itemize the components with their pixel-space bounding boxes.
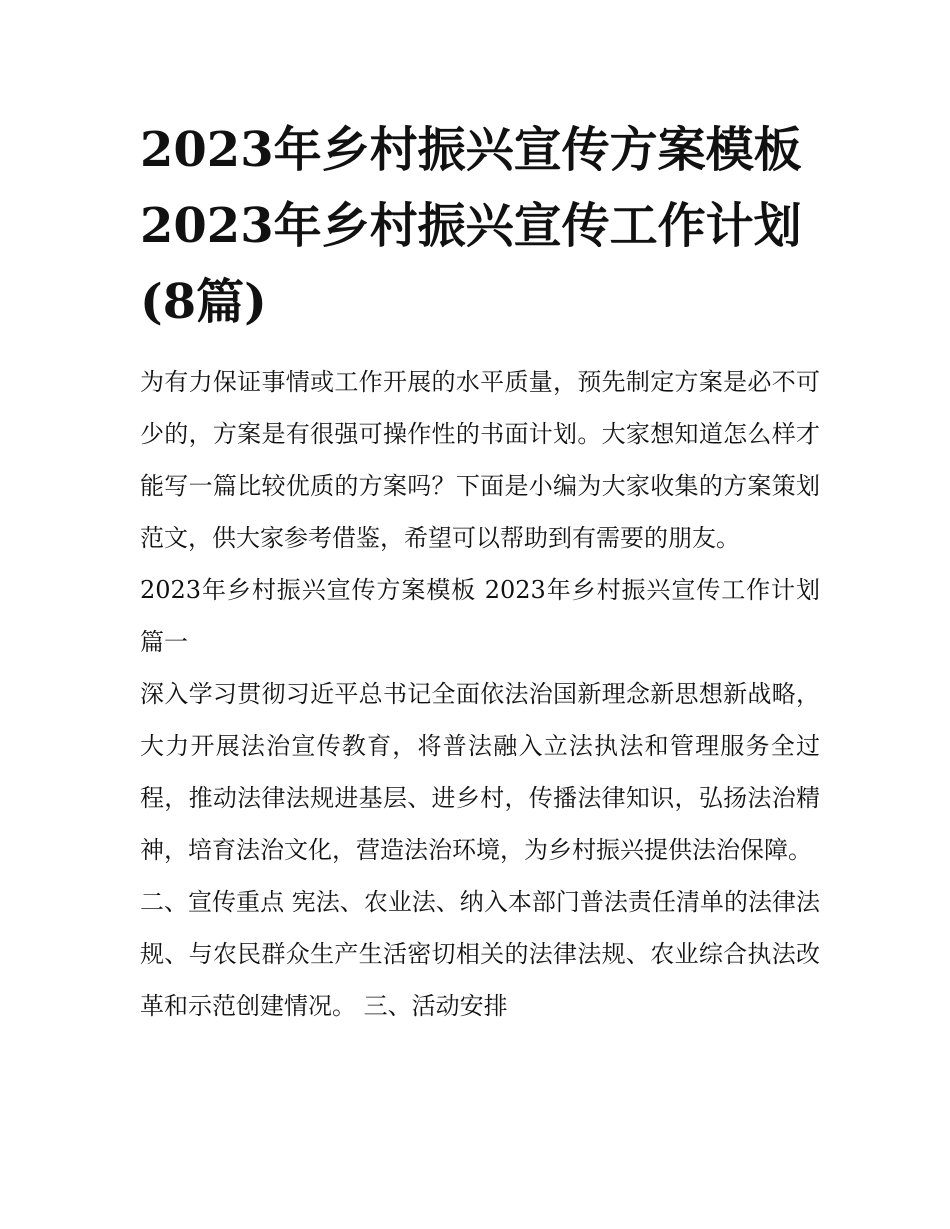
document-content [140,112,820,1032]
body-paragraph: 二、宣传重点 宪法、农业法、纳入本部门普法责任清单的法律法规、与农民群众生产生活密切相关的法律法规、农业综合执法改革和示范创建情况。 三、活动安排 [140,888,820,1020]
document-title [140,112,820,340]
section-heading: 2023年乡村振兴宣传方案模板 2023年乡村振兴宣传工作计划篇一 [140,576,820,656]
body-paragraph: 深入学习贯彻习近平总书记全面依法治国新理念新思想新战略，大力开展法治宣传教育，将普法融入立法执法和管理服务全过程，推动法律法规进基层、进乡村，传播法律知识，弘扬法治精神，培育法治文化，营造法治环境，为乡村振兴提供法治保障。 [140,680,820,864]
intro-paragraph: 为有力保证事情或工作开展的水平质量，预先制定方案是必不可少的，方案是有很强可操作性的书面计划。大家想知道怎么样才能写一篇比较优质的方案吗？下面是小编为大家收集的方案策划范文，供大家参考借鉴，希望可以帮助到有需要的朋友。 [140,368,820,552]
title-line-3: (8篇) [140,274,267,330]
title-line-2: 2023年乡村振兴宣传工作计划 [140,198,802,254]
title-line-1: 2023年乡村振兴宣传方案模板 [140,122,802,178]
